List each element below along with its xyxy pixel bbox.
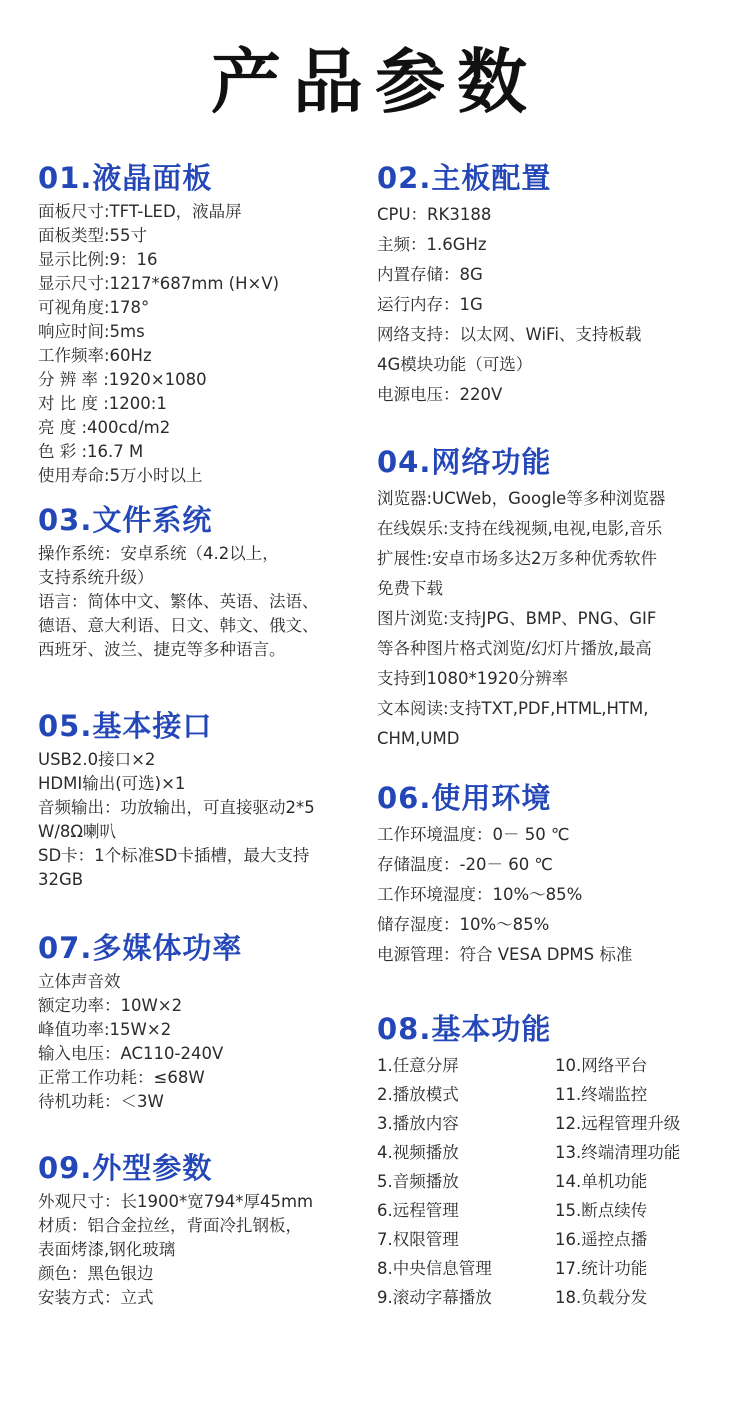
function-item: 14.单机功能 xyxy=(555,1172,648,1191)
section-basic-functions xyxy=(377,1011,735,1312)
spec-line: 材质：铝合金拉丝，背面冷扎钢板， xyxy=(38,1216,302,1235)
section-mainboard xyxy=(377,160,641,410)
spec-line: 工作环境湿度：10%～85% xyxy=(377,885,583,904)
section-heading: 08.基本功能 xyxy=(377,1012,552,1046)
spec-line: 主频：1.6GHz xyxy=(377,235,487,254)
function-item: 5.音频播放 xyxy=(377,1172,459,1191)
section-heading: 09.外型参数 xyxy=(38,1151,213,1185)
spec-line: 色 彩 :16.7 M xyxy=(38,442,144,461)
spec-line: 音频输出：功放输出，可直接驱动2*5 xyxy=(38,798,315,817)
spec-line: USB2.0接口×2 xyxy=(38,750,156,769)
spec-line: 图片浏览:支持JPG、BMP、PNG、GIF xyxy=(377,609,657,628)
spec-line: 存储温度：-20－ 60 ℃ xyxy=(377,855,553,874)
spec-line: 安装方式：立式 xyxy=(38,1288,154,1307)
page-title: 产品参数 xyxy=(211,41,539,123)
spec-line: 免费下载 xyxy=(377,579,443,598)
function-grid xyxy=(377,1051,735,1312)
spec-line: 工作环境温度：0－ 50 ℃ xyxy=(377,825,570,844)
function-item: 2.播放模式 xyxy=(377,1085,459,1104)
section-heading: 06.使用环境 xyxy=(377,781,552,815)
spec-list xyxy=(377,820,632,970)
spec-line: 外观尺寸：长1900*宽794*厚45mm xyxy=(38,1192,314,1211)
function-item: 10.网络平台 xyxy=(555,1056,648,1075)
function-item: 8.中央信息管理 xyxy=(377,1259,492,1278)
spec-line: 面板类型:55寸 xyxy=(38,226,148,245)
spec-line: 32GB xyxy=(38,870,84,889)
section-heading: 07.多媒体功率 xyxy=(38,931,243,965)
section-basic-interfaces xyxy=(38,708,315,892)
spec-line: 待机功耗：＜3W xyxy=(38,1092,164,1111)
function-item: 6.远程管理 xyxy=(377,1201,459,1220)
spec-line: 西班牙、波兰、捷克等多种语言。 xyxy=(38,640,286,659)
section-lcd-panel xyxy=(38,160,279,488)
spec-line: 电源电压：220V xyxy=(377,385,503,404)
spec-line: 支持系统升级） xyxy=(38,568,154,587)
section-heading: 04.网络功能 xyxy=(377,445,552,479)
spec-line: 文本阅读:支持TXT,PDF,HTML,HTM, xyxy=(377,699,649,718)
spec-line: 操作系统：安卓系统（4.2以上， xyxy=(38,544,279,563)
section-appearance xyxy=(38,1150,313,1310)
function-item: 17.统计功能 xyxy=(555,1259,648,1278)
section-environment xyxy=(377,780,632,970)
function-item: 1.任意分屏 xyxy=(377,1056,459,1075)
spec-list xyxy=(38,200,279,488)
spec-line: 工作频率:60Hz xyxy=(38,346,152,365)
spec-line: CPU：RK3188 xyxy=(377,205,492,224)
section-file-system xyxy=(38,502,319,662)
function-item: 18.负载分发 xyxy=(555,1288,648,1307)
section-network-functions xyxy=(377,444,665,754)
section-heading: 05.基本接口 xyxy=(38,709,213,743)
spec-list xyxy=(38,542,319,662)
spec-line: 等各种图片格式浏览/幻灯片播放,最高 xyxy=(377,639,652,658)
spec-list xyxy=(38,1190,313,1310)
spec-line: 内置存储：8G xyxy=(377,265,483,284)
spec-line: 语言：简体中文、繁体、英语、法语、 xyxy=(38,592,319,611)
section-heading: 01.液晶面板 xyxy=(38,161,213,195)
spec-line: 响应时间:5ms xyxy=(38,322,145,341)
spec-line: 正常工作功耗：≤68W xyxy=(38,1068,205,1087)
spec-line: 峰值功率:15W×2 xyxy=(38,1020,172,1039)
function-item: 13.终端清理功能 xyxy=(555,1143,681,1162)
spec-line: W/8Ω喇叭 xyxy=(38,822,116,841)
spec-line: 对 比 度 :1200:1 xyxy=(38,394,167,413)
spec-line: 德语、意大利语、日文、韩文、俄文、 xyxy=(38,616,319,635)
spec-line: 亮 度 :400cd/m2 xyxy=(38,418,171,437)
spec-line: 在线娱乐:支持在线视频,电视,电影,音乐 xyxy=(377,519,663,538)
function-item: 16.遥控点播 xyxy=(555,1230,648,1249)
function-item: 11.终端监控 xyxy=(555,1085,648,1104)
spec-line: 颜色：黑色银边 xyxy=(38,1264,154,1283)
spec-line: 输入电压：AC110-240V xyxy=(38,1044,224,1063)
spec-line: 显示尺寸:1217*687mm (H×V) xyxy=(38,274,280,293)
spec-list xyxy=(38,748,315,892)
section-heading: 03.文件系统 xyxy=(38,503,213,537)
spec-list xyxy=(38,970,242,1114)
function-item: 3.播放内容 xyxy=(377,1114,459,1133)
spec-line: 电源管理：符合 VESA DPMS 标准 xyxy=(377,945,633,964)
spec-line: 储存湿度：10%～85% xyxy=(377,915,550,934)
spec-line: 表面烤漆,钢化玻璃 xyxy=(38,1240,176,1259)
function-item: 4.视频播放 xyxy=(377,1143,459,1162)
section-heading: 02.主板配置 xyxy=(377,161,552,195)
spec-line: 4G模块功能（可选） xyxy=(377,355,533,374)
function-item: 9.滚动字幕播放 xyxy=(377,1288,492,1307)
spec-list xyxy=(377,484,665,754)
spec-line: 可视角度:178° xyxy=(38,298,150,317)
function-item: 15.断点续传 xyxy=(555,1201,648,1220)
spec-line: 扩展性:安卓市场多达2万多种优秀软件 xyxy=(377,549,658,568)
spec-line: 网络支持：以太网、WiFi、支持板载 xyxy=(377,325,642,344)
spec-line: 浏览器:UCWeb，Google等多种浏览器 xyxy=(377,489,666,508)
function-item: 12.远程管理升级 xyxy=(555,1114,681,1133)
spec-line: 显示比例:9：16 xyxy=(38,250,158,269)
spec-line: 立体声音效 xyxy=(38,972,121,991)
spec-line: SD卡：1个标准SD卡插槽，最大支持 xyxy=(38,846,310,865)
spec-line: CHM,UMD xyxy=(377,729,460,748)
spec-line: 面板尺寸:TFT-LED，液晶屏 xyxy=(38,202,242,221)
function-item: 7.权限管理 xyxy=(377,1230,459,1249)
section-multimedia-power xyxy=(38,930,242,1114)
spec-line: 运行内存：1G xyxy=(377,295,483,314)
spec-list xyxy=(377,200,641,410)
spec-line: HDMI输出(可选)×1 xyxy=(38,774,186,793)
spec-line: 支持到1080*1920分辨率 xyxy=(377,669,569,688)
spec-line: 额定功率：10W×2 xyxy=(38,996,183,1015)
spec-line: 使用寿命:5万小时以上 xyxy=(38,466,203,485)
spec-line: 分 辨 率 :1920×1080 xyxy=(38,370,207,389)
